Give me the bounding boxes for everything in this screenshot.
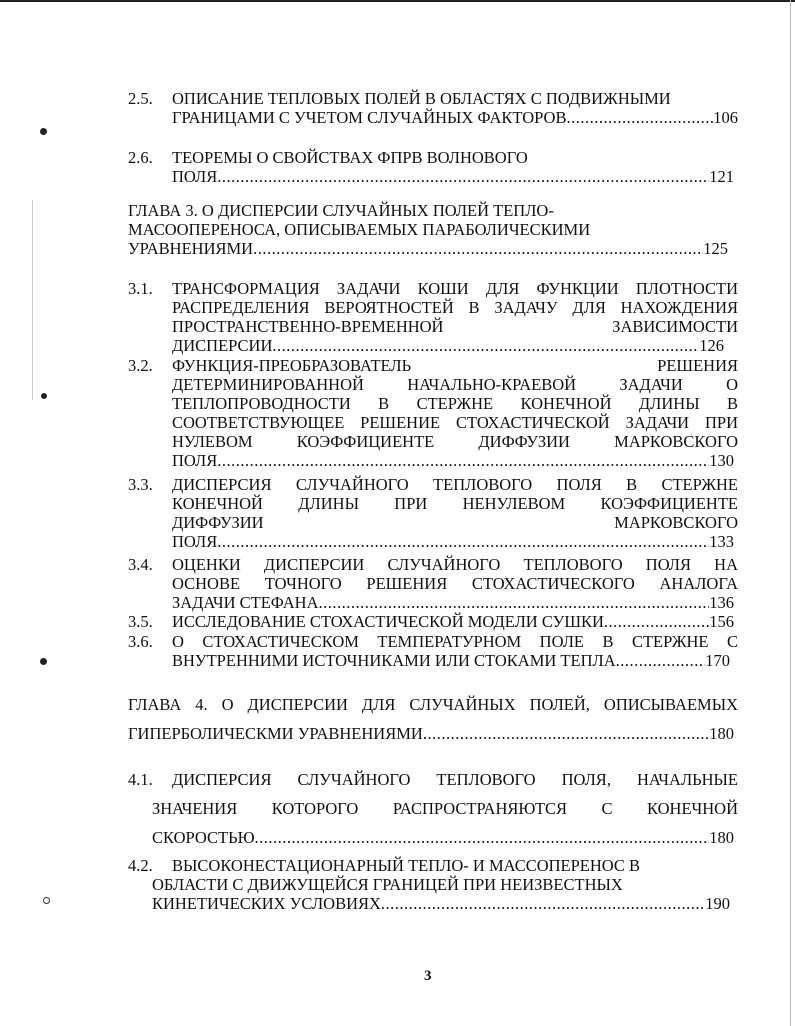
chapter-title-line: МАСООПЕРЕНОСА, ОПИСЫВАЕМЫХ ПАРАБОЛИЧЕСКИМИ xyxy=(128,220,591,239)
page-ref: 125 xyxy=(703,239,728,258)
toc-entry-3-5[interactable] xyxy=(128,612,738,631)
entry-title-line: ВЫСОКОНЕСТАЦИОНАРНЫЙ ТЕПЛО- И МАССОПЕРЕНОС В xyxy=(172,856,641,875)
section-number: 3.3. xyxy=(128,475,153,494)
toc-chapter-3[interactable] xyxy=(128,201,728,258)
entry-leader-line xyxy=(152,894,730,913)
entry-title-line: ТРАНСФОРМАЦИЯ ЗАДАЧИ КОШИ ДЛЯ ФУНКЦИИ ПЛОТНОСТИ xyxy=(172,279,738,298)
chapter-title-line: УРАВНЕНИЯМИ xyxy=(128,239,254,258)
toc-entry-3-3[interactable] xyxy=(128,475,738,551)
toc-chapter-4[interactable] xyxy=(128,690,738,748)
entry-title-line: О СТОХАСТИЧЕСКОМ ТЕМПЕРАТУРНОМ ПОЛЕ В СТЕРЖНЕ С xyxy=(172,632,738,651)
entry-title-line: ПОЛЯ xyxy=(172,451,218,470)
entry-title-line: ДИСПЕРСИЯ СЛУЧАЙНОГО ТЕПЛОВОГО ПОЛЯ В СТЕРЖНЕ xyxy=(172,475,738,494)
entry-title-line: ЗАДАЧИ СТЕФАНА xyxy=(172,593,319,612)
page-ref: 190 xyxy=(705,894,730,913)
entry-title-line: ЗНАЧЕНИЯ КОТОРОГО РАСПРОСТРАНЯЮТСЯ С КОНЕЧНОЙ xyxy=(152,799,738,818)
toc-entry-2-5[interactable] xyxy=(128,89,738,127)
entry-title-line: ВНУТРЕННИМИ ИСТОЧНИКАМИ ИЛИ СТОКАМИ ТЕПЛА xyxy=(172,651,616,670)
entry-title-line: ДИФФУЗИИ МАРКОВСКОГО xyxy=(172,513,738,532)
page-ref: 136 xyxy=(709,593,734,612)
entry-title-line: ДЕТЕРМИНИРОВАННОЙ НАЧАЛЬНО-КРАЕВОЙ ЗАДАЧИ О xyxy=(172,375,738,394)
entry-title-line: ПОЛЯ xyxy=(172,167,218,186)
entry-title-line: ФУНКЦИЯ-ПРЕОБРАЗОВАТЕЛЬ РЕШЕНИЯ xyxy=(172,356,738,375)
section-number: 4.2. xyxy=(128,856,153,875)
entry-leader-line xyxy=(172,612,734,631)
toc-entry-3-1[interactable] xyxy=(128,279,738,355)
entry-title-line: КИНЕТИЧЕСКИХ УСЛОВИЯХ xyxy=(152,894,381,913)
toc-entry-4-2[interactable] xyxy=(128,856,730,913)
entry-title-line: ОБЛАСТИ С ДВИЖУЩЕЙСЯ ГРАНИЦЕЙ ПРИ НЕИЗВЕСТНЫХ xyxy=(152,875,623,894)
page-ref: 170 xyxy=(705,651,730,670)
entry-title-line: ТЕОРЕМЫ О СВОЙСТВАХ ФПРВ ВОЛНОВОГО xyxy=(172,148,528,167)
chapter-title-line: ГЛАВА 4. О ДИСПЕРСИИ ДЛЯ СЛУЧАЙНЫХ ПОЛЕЙ, ОПИСЫВАЕМЫХ xyxy=(128,695,738,714)
page-ref: 180 xyxy=(709,724,734,743)
entry-title-line: КОНЕЧНОЙ ДЛИНЫ ПРИ НЕНУЛЕВОМ КОЭФФИЦИЕНТЕ xyxy=(172,494,738,513)
page-ref: 133 xyxy=(709,532,734,551)
page-number: 3 xyxy=(424,968,432,984)
entry-title-line: ПОЛЯ xyxy=(172,532,218,551)
section-number: 3.5. xyxy=(128,612,153,631)
chapter-title-line: ГЛАВА 3. О ДИСПЕРСИИ СЛУЧАЙНЫХ ПОЛЕЙ ТЕПЛО- xyxy=(128,201,554,220)
section-number: 3.2. xyxy=(128,356,153,375)
entry-title-line: ДИСПЕРСИИ xyxy=(172,336,273,355)
binder-hole-icon xyxy=(43,897,50,904)
toc-entry-3-4[interactable] xyxy=(128,555,738,612)
entry-leader-line xyxy=(172,108,738,127)
entry-leader-line xyxy=(128,239,728,258)
page-ref: 121 xyxy=(709,167,734,186)
entry-leader-line xyxy=(172,593,734,612)
binder-hole-icon xyxy=(41,393,47,399)
entry-title-line: ОЦЕНКИ ДИСПЕРСИИ СЛУЧАЙНОГО ТЕПЛОВОГО ПОЛЯ НА xyxy=(172,555,738,574)
toc-entry-4-1[interactable] xyxy=(128,765,738,852)
chapter-title-line: ГИПЕРБОЛИЧЕСКМИ УРАВНЕНИЯМИ xyxy=(128,724,423,743)
entry-title-line: ДИСПЕРСИЯ СЛУЧАЙНОГО ТЕПЛОВОГО ПОЛЯ, НАЧАЛЬНЫЕ xyxy=(172,770,738,789)
section-number: 4.1. xyxy=(128,770,153,789)
entry-title-line: СКОРОСТЬЮ xyxy=(152,828,255,847)
page-edge xyxy=(790,0,791,1026)
entry-leader-line xyxy=(172,336,724,355)
page-ref: 180 xyxy=(709,828,734,847)
entry-title-line: ОСНОВЕ ТОЧНОГО РЕШЕНИЯ СТОХАСТИЧЕСКОГО АНАЛОГА xyxy=(172,574,738,593)
entry-title-line: ИССЛЕДОВАНИЕ СТОХАСТИЧЕСКОЙ МОДЕЛИ СУШКИ xyxy=(172,612,604,631)
entry-title-line: ГРАНИЦАМИ С УЧЕТОМ СЛУЧАЙНЫХ ФАКТОРОВ xyxy=(172,108,567,127)
page-ref: 156 xyxy=(709,612,734,631)
entry-title-line: РАСПРЕДЕЛЕНИЯ ВЕРОЯТНОСТЕЙ В ЗАДАЧУ ДЛЯ НАХОЖДЕНИЯ xyxy=(172,298,738,317)
section-number: 2.6. xyxy=(128,148,153,167)
entry-title-line: ТЕПЛОПРОВОДНОСТИ В СТЕРЖНЕ КОНЕЧНОЙ ДЛИНЫ В xyxy=(172,394,738,413)
page-ref: 130 xyxy=(709,451,734,470)
entry-title-line: ПРОСТРАНСТВЕННО-ВРЕМЕННОЙ ЗАВИСИМОСТИ xyxy=(172,317,738,336)
section-number: 3.1. xyxy=(128,279,153,298)
entry-leader-line xyxy=(172,651,730,670)
entry-title-line: СООТВЕТСТВУЮЩЕЕ РЕШЕНИЕ СТОХАСТИЧЕСКОЙ ЗАДАЧИ ПРИ xyxy=(172,413,738,432)
entry-leader-line xyxy=(152,823,734,852)
toc-entry-2-6[interactable] xyxy=(128,148,734,186)
page-edge xyxy=(32,200,33,400)
entry-leader-line xyxy=(172,532,734,551)
page-edge xyxy=(0,0,795,2)
section-number: 3.6. xyxy=(128,632,153,651)
entry-title-line: ОПИСАНИЕ ТЕПЛОВЫХ ПОЛЕЙ В ОБЛАСТЯХ С ПОДВИЖНЫМИ xyxy=(172,89,671,108)
entry-leader-line xyxy=(128,719,734,748)
section-number: 2.5. xyxy=(128,89,153,108)
toc-entry-3-6[interactable] xyxy=(128,632,738,670)
page-ref: 126 xyxy=(699,336,724,355)
entry-leader-line xyxy=(172,167,734,186)
page-ref: 106 xyxy=(713,108,738,127)
entry-leader-line xyxy=(172,451,734,470)
binder-hole-icon xyxy=(40,128,47,135)
binder-hole-icon xyxy=(40,658,47,665)
entry-title-line: НУЛЕВОМ КОЭФФИЦИЕНТЕ ДИФФУЗИИ МАРКОВСКОГО xyxy=(172,432,738,451)
toc-entry-3-2[interactable] xyxy=(128,356,738,470)
section-number: 3.4. xyxy=(128,555,153,574)
